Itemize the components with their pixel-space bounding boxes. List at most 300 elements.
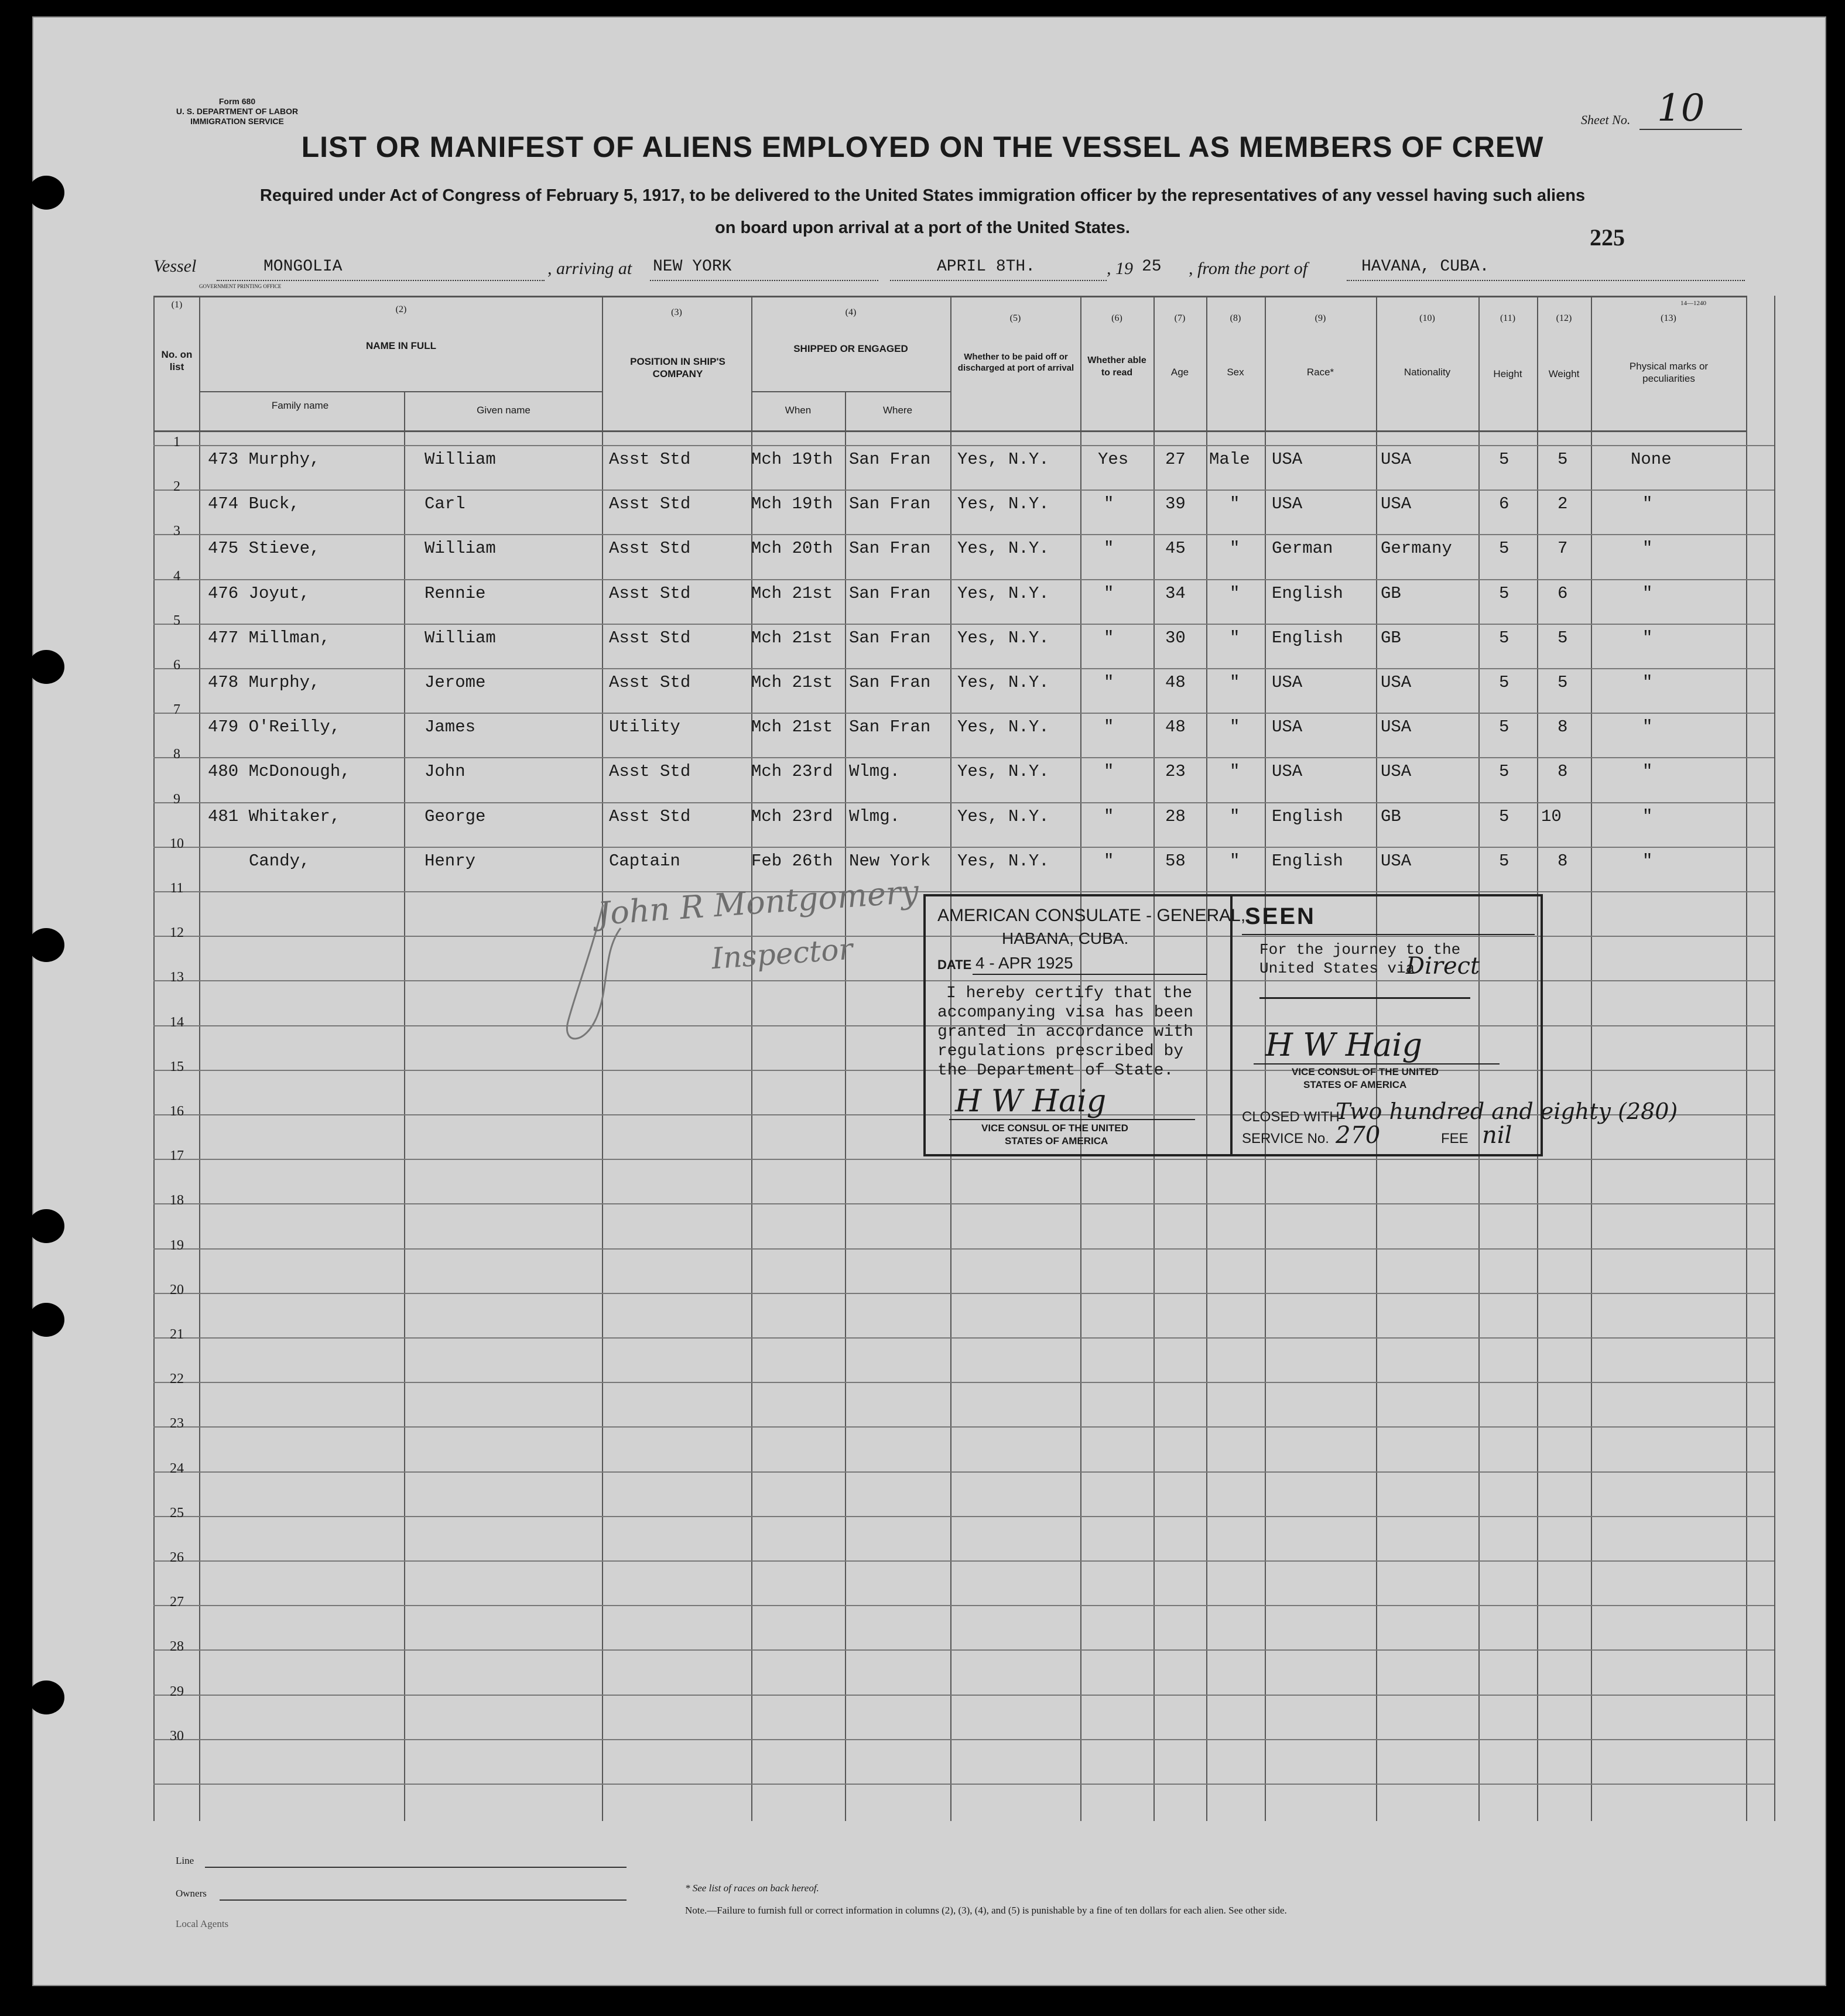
cell-given: John [425,762,465,781]
col-num-11: (11) [1500,313,1516,323]
closed-with-label: CLOSED WITH [1242,1109,1340,1125]
cell-sex: " [1230,584,1240,603]
row-number: 4 [173,569,180,584]
cell-paid: Yes, N.Y. [957,673,1049,692]
row-number: 18 [170,1193,184,1208]
cell-weight: 5 [1558,628,1568,648]
cell-height: 5 [1499,807,1509,826]
cell-nationality: USA [1381,450,1412,469]
column-rule [602,296,603,1821]
punch-hole [28,1209,64,1243]
cell-where: San Fran [849,628,931,648]
cert-line-5: the Department of State. [937,1062,1174,1080]
inspector-title: Inspector [710,932,854,976]
vice-consul-line-1: VICE CONSUL OF THE UNITED [981,1122,1128,1134]
cell-paid: Yes, N.Y. [957,539,1049,558]
seen-struck-line [1259,997,1470,999]
cell-age: 48 [1165,717,1186,737]
cell-sex: " [1230,717,1240,737]
row-number: 17 [170,1148,184,1163]
sheet-label: Sheet No. [1581,112,1631,127]
row-number: 29 [170,1684,184,1699]
cell-marks: " [1642,539,1653,558]
cell-when: Mch 20th [751,539,833,558]
department: U. S. DEPARTMENT OF LABOR [176,107,299,116]
col-num-10: (10) [1419,313,1435,323]
cell-marks: None [1631,450,1672,469]
seen-title-line [1242,934,1535,935]
cell-marks: " [1642,584,1653,603]
col-sex: Sex [1227,367,1244,378]
column-rule [845,391,846,1821]
cell-age: 28 [1165,807,1186,826]
cell-where: Wlmg. [849,807,901,826]
row-rule [153,802,1774,803]
consulate-city: HABANA, CUBA. [1002,929,1129,947]
col-num-5: (5) [1009,313,1021,323]
footer-owners-rule [220,1899,627,1901]
punch-hole [28,928,64,962]
cell-position: Utility [609,717,680,737]
document-title: LIST OR MANIFEST OF ALIENS EMPLOYED ON THE VESSEL AS MEMBERS OF CREW [301,131,1544,163]
cell-race: USA [1272,673,1303,692]
cell-race: USA [1272,717,1303,737]
date-line [890,280,1107,281]
column-rule [404,391,405,1821]
row-number: 11 [170,881,184,896]
consulate-stamp [923,894,1678,1156]
row-number: 12 [170,925,184,940]
row-rule [153,1471,1774,1473]
cell-nationality: USA [1381,851,1412,871]
cell-position: Asst Std [609,807,691,826]
cell-marks: " [1642,673,1653,692]
cell-sex: " [1230,628,1240,648]
row-rule [153,1337,1774,1339]
col-race: Race* [1306,367,1334,378]
form-number: Form 680 [218,97,256,106]
column-rule [1591,296,1592,1821]
cell-read: Yes [1098,450,1129,469]
cell-family: 473 Murphy, [208,450,320,469]
row-rule [153,445,1774,446]
cell-given: William [425,539,496,558]
cell-sex: " [1230,494,1240,514]
row-number: 13 [170,970,184,985]
row-number: 14 [170,1015,184,1030]
cell-paid: Yes, N.Y. [957,807,1049,826]
cell-given: Henry [425,851,476,871]
col-physical-marks: Physical marks or peculiarities [1629,361,1709,384]
cell-where: San Fran [849,450,931,469]
footer-note-races: * See list of races on back hereof. [685,1882,819,1894]
col-able-read: Whether able to read [1087,355,1146,378]
row-number: 26 [170,1550,184,1565]
row-rule [153,1739,1774,1740]
sheet-number: 10 [1657,87,1705,130]
cell-weight: 5 [1558,673,1568,692]
arrival-year: 25 [1142,258,1162,276]
row-number: 28 [170,1639,184,1654]
cell-nationality: USA [1381,717,1412,737]
form-code: 14—1240 [1680,300,1706,307]
cell-paid: Yes, N.Y. [957,851,1049,871]
row-number: 9 [173,792,180,807]
row-number: 3 [173,523,180,539]
cell-when: Mch 19th [751,494,833,514]
stamp-date-label: DATE [937,957,972,972]
cell-weight: 8 [1558,762,1568,781]
col-position: POSITION IN SHIP'S COMPANY [630,356,725,379]
cell-height: 5 [1499,584,1509,603]
cell-weight: 6 [1558,584,1568,603]
cell-sex: " [1230,762,1240,781]
row-rule [153,1159,1774,1160]
row-number: 7 [173,702,180,717]
cell-given: William [425,450,496,469]
port-line [1347,280,1745,281]
col-name-in-full: NAME IN FULL [366,340,436,351]
vessel-line [217,280,545,281]
cell-race: USA [1272,762,1303,781]
cell-read: " [1104,762,1114,781]
cell-where: San Fran [849,717,931,737]
row-rule [153,668,1774,669]
cell-family: 475 Stieve, [208,539,320,558]
column-rule [751,296,752,1821]
punch-hole [28,1680,64,1714]
cell-position: Asst Std [609,628,691,648]
row-number: 22 [170,1371,184,1387]
cert-line-4: regulations prescribed by [937,1042,1184,1060]
cell-position: Asst Std [609,584,691,603]
seen-line-1: For the journey to the [1259,941,1461,959]
row-number: 2 [173,479,180,494]
cell-where: San Fran [849,539,931,558]
column-rule [1774,296,1775,1821]
row-rule [153,713,1774,714]
col-num-4: (4) [845,307,857,317]
arriving-port: NEW YORK [653,258,732,276]
cell-race: English [1272,628,1343,648]
cell-paid: Yes, N.Y. [957,628,1049,648]
cell-weight: 5 [1558,450,1568,469]
shipped-header-divider [751,391,950,392]
form-header [155,97,319,126]
row-number: 27 [170,1594,184,1610]
cell-nationality: USA [1381,673,1412,692]
cell-position: Asst Std [609,673,691,692]
row-number: 23 [170,1416,184,1431]
punch-hole [28,1303,64,1337]
cell-height: 5 [1499,673,1509,692]
cell-nationality: GB [1381,584,1401,603]
row-rule [153,1293,1774,1294]
service-no-label: SERVICE No. [1242,1131,1329,1146]
footer-agents-label: Local Agents [176,1918,229,1929]
table-top [153,296,1746,297]
cell-height: 5 [1499,450,1509,469]
cell-weight: 8 [1558,717,1568,737]
seen-vice-consul-1: VICE CONSUL OF THE UNITED [1292,1066,1439,1077]
col-num-7: (7) [1174,313,1186,323]
row-number: 8 [173,747,180,762]
cell-when: Mch 19th [751,450,833,469]
cell-race: English [1272,584,1343,603]
row-rule [153,1649,1774,1651]
cell-age: 39 [1165,494,1186,514]
arriving-label: , arriving at [547,259,632,278]
cell-race: USA [1272,494,1303,514]
cell-age: 23 [1165,762,1186,781]
stamp-date-line [973,974,1207,975]
cell-weight: 10 [1541,807,1562,826]
cell-sex: " [1230,807,1240,826]
row-number: 19 [170,1238,184,1253]
cell-family: 477 Millman, [208,628,330,648]
cell-given: James [425,717,476,737]
cell-marks: " [1642,628,1653,648]
row-rule [153,490,1774,491]
cell-marks: " [1642,717,1653,737]
cell-paid: Yes, N.Y. [957,450,1049,469]
cell-nationality: GB [1381,807,1401,826]
col-num-8: (8) [1230,313,1241,323]
cell-sex: Male [1209,450,1250,469]
cell-height: 5 [1499,539,1509,558]
col-paid-off: Whether to be paid off or discharged at port of arrival [957,352,1074,373]
cell-family: 474 Buck, [208,494,300,514]
cell-weight: 8 [1558,851,1568,871]
seen-line-2: United States via [1259,960,1415,977]
cell-age: 27 [1165,450,1186,469]
seen-via: Direct [1406,953,1480,980]
cell-height: 5 [1499,717,1509,737]
cell-height: 6 [1499,494,1509,514]
cell-race: English [1272,851,1343,871]
punch-hole [28,650,64,684]
cell-weight: 2 [1558,494,1568,514]
seen-signature-line [1254,1063,1500,1065]
row-number: 21 [170,1327,184,1342]
row-rule [153,534,1774,535]
service: IMMIGRATION SERVICE [190,117,284,126]
cell-position: Asst Std [609,450,691,469]
cell-given: George [425,807,486,826]
row-rule [153,757,1774,758]
inspector-signature: John R Montgomery [596,872,920,933]
col-num-1: (1) [171,300,183,310]
cell-position: Captain [609,851,680,871]
row-rule [153,847,1774,848]
col-num-3: (3) [671,307,682,317]
col-when: When [785,405,812,416]
cell-read: " [1104,673,1114,692]
cell-paid: Yes, N.Y. [957,584,1049,603]
vice-consul-line-2: STATES OF AMERICA [1005,1135,1108,1146]
cell-race: German [1272,539,1333,558]
subtitle-line-2: on board upon arrival at a port of the United States. [715,218,1130,237]
cell-position: Asst Std [609,539,691,558]
col-where: Where [882,405,913,416]
cell-family: 481 Whitaker, [208,807,341,826]
col-num-12: (12) [1556,313,1572,323]
arrival-date: APRIL 8TH. [937,258,1036,276]
arriving-line [650,280,878,281]
cell-race: USA [1272,450,1303,469]
cell-age: 45 [1165,539,1186,558]
cert-line-2: accompanying visa has been [937,1004,1193,1022]
cell-read: " [1104,539,1114,558]
cell-given: Carl [425,494,465,514]
row-rule [153,579,1774,580]
row-rule [153,1248,1774,1250]
cell-family: 480 McDonough, [208,762,351,781]
cell-where: Wlmg. [849,762,901,781]
cell-when: Mch 21st [751,628,833,648]
row-number: 20 [170,1282,184,1298]
cell-when: Feb 26th [751,851,833,871]
cell-nationality: Germany [1381,539,1452,558]
col-age: Age [1170,367,1189,378]
stamp-number: 225 [1590,224,1625,251]
cell-when: Mch 23rd [751,807,833,826]
cell-when: Mch 21st [751,584,833,603]
col-height: Height [1493,368,1522,379]
cell-age: 34 [1165,584,1186,603]
seen-title: SEEN [1245,903,1316,929]
cell-where: San Fran [849,494,931,514]
consul-signature-line [949,1119,1195,1120]
cell-read: " [1104,584,1114,603]
cell-given: Jerome [425,673,486,692]
footer-note-fine: Note.—Failure to furnish full or correct information in columns (2), (3), (4), and (5) is punishable by a fine of ten dollars for each alien. See other side. [685,1905,1287,1916]
consul-signature: H W Haig [955,1084,1107,1119]
row-rule [153,1784,1774,1785]
row-rule [153,1605,1774,1606]
cell-read: " [1104,807,1114,826]
cell-given: William [425,628,496,648]
cell-position: Asst Std [609,494,691,514]
cell-read: " [1104,628,1114,648]
cell-family: 479 O'Reilly, [208,717,341,737]
from-port-label: , from the port of [1189,259,1308,278]
row-number: 5 [173,613,180,628]
cell-when: Mch 23rd [751,762,833,781]
col-num-13: (13) [1661,313,1676,323]
cert-line-1: I hereby certify that the [946,984,1193,1002]
cell-where: New York [849,851,931,871]
stamp-divider [1230,896,1233,1154]
cell-height: 5 [1499,762,1509,781]
cell-where: San Fran [849,584,931,603]
cell-nationality: USA [1381,762,1412,781]
column-rule [1746,296,1747,1821]
cell-marks: " [1642,494,1653,514]
cell-nationality: USA [1381,494,1412,514]
cell-where: San Fran [849,673,931,692]
footer-line-label: Line [176,1855,194,1866]
cell-given: Rennie [425,584,486,603]
cell-marks: " [1642,807,1653,826]
col-num-6: (6) [1111,313,1122,323]
col-shipped: SHIPPED OR ENGAGED [793,343,908,354]
cell-read: " [1104,851,1114,871]
cell-sex: " [1230,851,1240,871]
col-family-name: Family name [271,400,329,411]
row-number: 30 [170,1729,184,1744]
cell-age: 58 [1165,851,1186,871]
row-rule [153,1695,1774,1696]
cell-family: 476 Joyut, [208,584,310,603]
col-weight: Weight [1548,368,1580,379]
cell-when: Mch 21st [751,673,833,692]
cell-marks: " [1642,762,1653,781]
row-rule [153,1203,1774,1204]
seen-signature: H W Haig [1265,1026,1423,1063]
col-num-9: (9) [1315,313,1326,323]
row-rule [153,624,1774,625]
col-given-name: Given name [477,405,530,416]
cell-when: Mch 21st [751,717,833,737]
row-number: 25 [170,1505,184,1521]
service-no: 270 [1336,1122,1381,1149]
vessel-name: MONGOLIA [263,258,343,276]
col-no-on-list: No. on list [161,349,193,372]
row-rule [153,1560,1774,1562]
cell-read: " [1104,494,1114,514]
footer-owners-label: Owners [176,1888,207,1899]
year-prefix: , 19 [1107,259,1133,278]
cell-sex: " [1230,673,1240,692]
vessel-label: Vessel [153,256,197,276]
closed-with-value: Two hundred and eighty (280) [1336,1098,1678,1124]
row-number: 1 [173,434,180,450]
cell-paid: Yes, N.Y. [957,494,1049,514]
stamp-date: 4 - APR 1925 [975,954,1073,972]
col-nationality: Nationality [1404,367,1451,378]
footer-line-rule [205,1867,627,1868]
row-number: 10 [170,836,184,851]
cell-age: 30 [1165,628,1186,648]
cell-height: 5 [1499,628,1509,648]
seen-vice-consul-2: STATES OF AMERICA [1303,1079,1407,1090]
cell-weight: 7 [1558,539,1568,558]
printer-mark: GOVERNMENT PRINTING OFFICE [199,283,282,289]
row-number: 15 [170,1059,184,1074]
cell-family: Candy, [249,851,310,871]
departure-port: HAVANA, CUBA. [1361,258,1490,276]
cell-race: English [1272,807,1343,826]
consulate-name: AMERICAN CONSULATE - GENERAL, [937,906,1246,925]
col-num-2: (2) [395,304,407,314]
table-header-bottom [153,430,1746,432]
cell-read: " [1104,717,1114,737]
row-number: 24 [170,1461,184,1476]
row-number: 6 [173,658,180,673]
cell-paid: Yes, N.Y. [957,717,1049,737]
cell-age: 48 [1165,673,1186,692]
row-rule [153,1516,1774,1517]
fee-label: FEE [1441,1131,1469,1146]
row-rule [153,1426,1774,1428]
cell-paid: Yes, N.Y. [957,762,1049,781]
cert-line-3: granted in accordance with [937,1023,1193,1041]
row-rule [153,1382,1774,1383]
cell-marks: " [1642,851,1653,871]
cell-height: 5 [1499,851,1509,871]
cell-family: 478 Murphy, [208,673,320,692]
